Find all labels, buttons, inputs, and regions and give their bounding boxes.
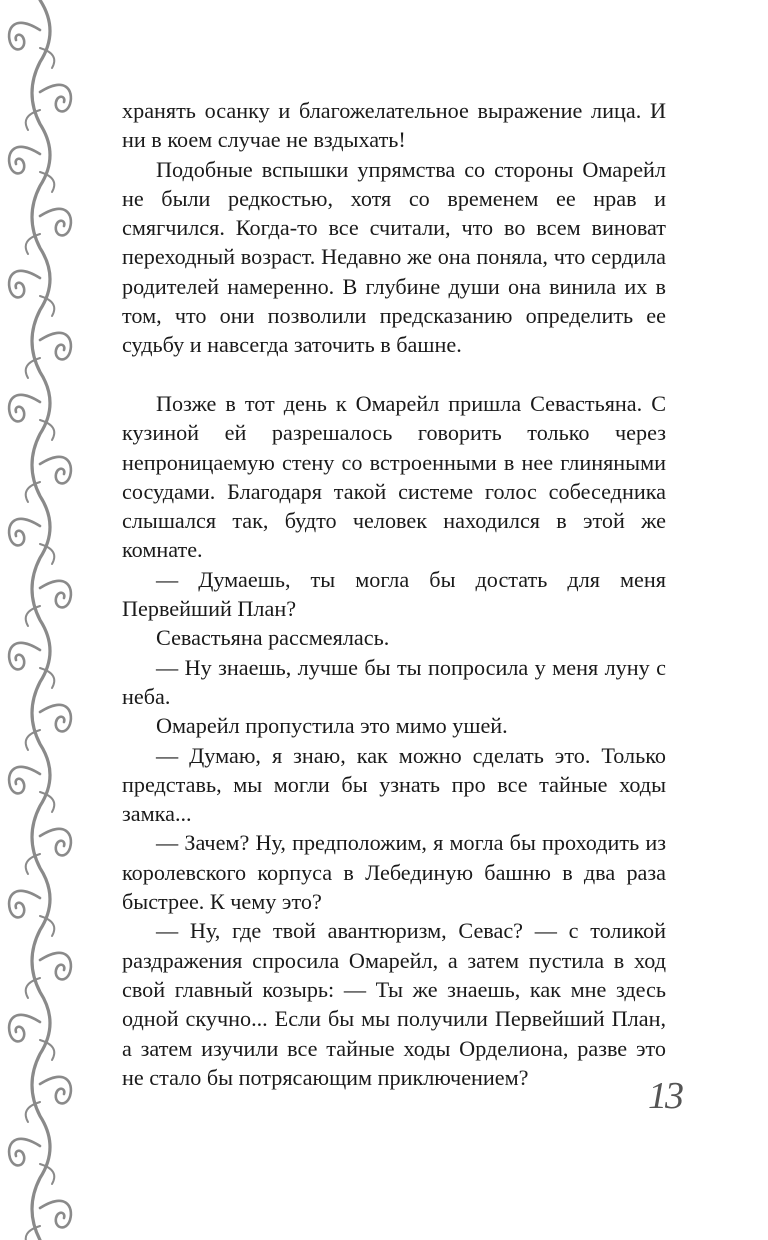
dialogue-line: — Ну, где твой авантюризм, Севас? — с толикой раздражения спросила Омарейл, а затем пустила в ход свой главный козырь: — Ты же знаешь, как мне здесь одной скучно... Если бы мы получили Первейший План, а затем изучили все тайные ходы Орделиона, разве это не стало бы потрясающим приключением? <box>122 918 666 1090</box>
dialogue-line: — Думаю, я знаю, как можно сделать это. Только представь, мы могли бы узнать про все тайные ходы замка... <box>122 742 666 827</box>
dialogue-line: — Ну знаешь, лучше бы ты попросила у меня луну с неба. <box>122 654 666 709</box>
paragraph: Позже в тот день к Омарейл пришла Севастьяна. С кузиной ей разрешалось говорить только через непроницаемую стену со встроенными в нее глиняными сосудами. Благодаря такой системе голос собеседника слышался так, будто человек находился в этой же комнате. <box>122 390 666 563</box>
dialogue-line: — Думаешь, ты могла бы достать для меня Первейший План? <box>122 566 666 622</box>
paragraph-continuation: хранять осанку и благожелательное выражение лица. И ни в коем случае не вздыхать! <box>122 98 666 153</box>
page-text <box>122 96 666 1092</box>
dialogue-line: — Зачем? Ну, предположим, я могла бы проходить из королевского корпуса в Лебединую башню в два раза быстрее. К чему это? <box>122 830 666 915</box>
paragraph: Омарейл пропустила это мимо ушей. <box>156 713 508 739</box>
floral-border-ornament <box>0 0 95 1240</box>
paragraph: Подобные вспышки упрямства со стороны Омарейл не были редкостью, хотя со временем ее нрав и смягчился. Когда-то все считали, что во всем виноват переходный возраст. Недавно же она поняла, что сердила родителей намеренно. В глубине души она винила их в том, что они позволили предсказанию определить ее судьбу и навсегда заточить в башне. <box>122 156 666 358</box>
page-number: 13 <box>648 1075 682 1117</box>
paragraph: Севастьяна рассмеялась. <box>156 625 390 651</box>
